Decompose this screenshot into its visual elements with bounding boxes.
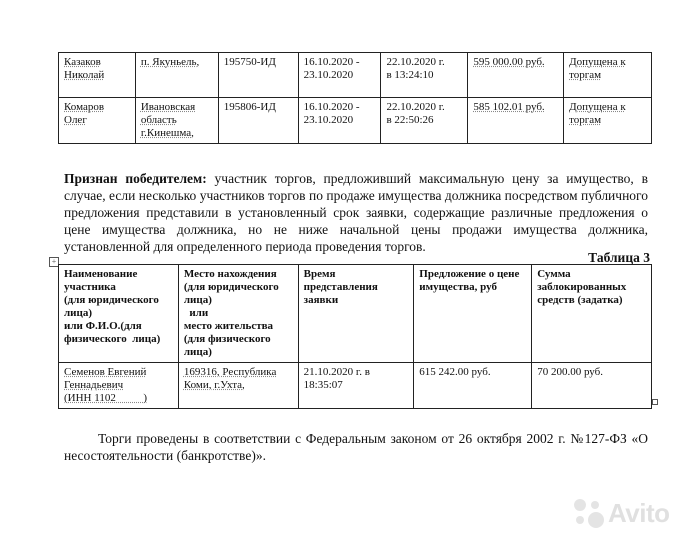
header-price-line: Предложение о цене bbox=[419, 268, 520, 280]
header-time-line: представления bbox=[303, 281, 378, 293]
status-cell bbox=[564, 53, 652, 98]
header-location-line: (для физического bbox=[183, 333, 271, 345]
participant-location-cell-line: область bbox=[140, 114, 177, 126]
winner-table bbox=[58, 264, 652, 409]
lot-number-cell-text: 195806-ИД bbox=[223, 101, 276, 113]
period-cell bbox=[298, 98, 381, 144]
status-cell-line: торгам bbox=[569, 114, 602, 126]
header-price bbox=[414, 265, 532, 363]
submitted-cell bbox=[381, 98, 468, 144]
avito-watermark-text: Avito bbox=[608, 498, 670, 528]
participant-location-cell bbox=[135, 98, 218, 144]
submitted-cell bbox=[381, 53, 468, 98]
submitted-cell-line: 22.10.2020 г. bbox=[386, 101, 445, 113]
winner-table-row bbox=[59, 363, 652, 409]
header-location-line: место жительства bbox=[183, 320, 274, 332]
header-location-line: лица) bbox=[183, 294, 212, 306]
participant-name-cell-line: Олег bbox=[64, 114, 87, 126]
header-location-line: лица) bbox=[183, 346, 212, 358]
winner-location-cell bbox=[178, 363, 298, 409]
header-participant-line: лица) bbox=[64, 307, 93, 319]
table-resize-handle[interactable] bbox=[652, 399, 658, 405]
period-cell-line: 23.10.2020 bbox=[303, 69, 354, 81]
footer-paragraph: Торги проведены в соответствии с Федеральным законом от 26 октября 2002 г. №127-ФЗ «О несостоятельности (банкротстве)». bbox=[64, 431, 648, 463]
winner-label: Признан победителем: bbox=[64, 171, 207, 186]
participant-name-cell bbox=[59, 53, 136, 98]
participant-location-cell-line: Ивановская bbox=[140, 101, 196, 113]
submitted-cell-line: 22.10.2020 г. bbox=[386, 56, 445, 68]
lot-number-cell bbox=[218, 53, 298, 98]
winner-price-cell bbox=[414, 363, 532, 409]
winner-name-cell-line: Семенов Евгений bbox=[64, 366, 147, 378]
participant-location-cell bbox=[135, 53, 218, 98]
status-cell-line: торгам bbox=[569, 69, 602, 81]
period-cell bbox=[298, 53, 381, 98]
submitted-cell-line: в 13:24:10 bbox=[386, 69, 434, 81]
winner-location-cell-line: Коми, г.Ухта, bbox=[183, 379, 245, 391]
participants-table bbox=[58, 52, 652, 144]
winner-submitted-cell bbox=[298, 363, 414, 409]
participant-name-cell bbox=[59, 98, 136, 144]
participant-row bbox=[59, 53, 652, 98]
price-cell-text: 585 102.01 руб. bbox=[473, 101, 545, 113]
winner-text: участник торгов, предложивший максимальную цену за имущество, в случае, если несколько участников торгов по продаже имущества должника посредством публичного предложения представили в установленный срок заявки, содержащие различные предложения о цене имущества должника, но не ниже начальной цены продажи имущества должника, установленной для определенного периода проведения торгов. bbox=[64, 171, 648, 254]
header-time-line: Время bbox=[303, 268, 336, 280]
participant-name-cell-line: Комаров bbox=[64, 101, 105, 113]
period-cell-line: 23.10.2020 bbox=[303, 114, 354, 126]
winner-deposit-cell-text: 70 200.00 руб. bbox=[537, 366, 604, 378]
status-cell-line: Допущена к bbox=[569, 56, 626, 68]
header-deposit-line: Сумма bbox=[537, 268, 571, 280]
participant-location-cell-line: г.Кинешма, bbox=[140, 127, 194, 139]
avito-watermark bbox=[568, 494, 668, 534]
header-participant-line: участника bbox=[64, 281, 116, 293]
submitted-cell-line: в 22:50:26 bbox=[386, 114, 434, 126]
avito-dots-icon bbox=[568, 494, 608, 534]
status-cell-line: Допущена к bbox=[569, 101, 626, 113]
participant-row bbox=[59, 98, 652, 144]
price-cell bbox=[468, 98, 564, 144]
winner-table-header bbox=[59, 265, 652, 363]
header-location-line: (для юридического bbox=[183, 281, 279, 293]
status-cell bbox=[564, 98, 652, 144]
participant-location-cell-line: п. Якуньель, bbox=[140, 56, 200, 68]
winner-paragraph bbox=[64, 170, 648, 255]
header-participant-line: Наименование bbox=[64, 268, 138, 280]
header-location bbox=[178, 265, 298, 363]
price-cell-text: 595 000.00 руб. bbox=[473, 56, 545, 68]
winner-name-cell bbox=[59, 363, 179, 409]
winner-price-cell-text: 615 242.00 руб. bbox=[419, 366, 491, 378]
winner-name-cell-line: Геннадьевич bbox=[64, 379, 124, 391]
table-caption: Таблица 3 bbox=[588, 250, 650, 265]
header-deposit-line: заблокированных bbox=[537, 281, 627, 293]
header-location-line: или bbox=[183, 307, 209, 319]
winner-submitted-cell-line: 21.10.2020 г. в bbox=[303, 366, 370, 378]
lot-number-cell bbox=[218, 98, 298, 144]
header-participant bbox=[59, 265, 179, 363]
table-move-handle-icon[interactable]: + bbox=[49, 257, 59, 267]
period-cell-line: 16.10.2020 - bbox=[303, 56, 360, 68]
winner-submitted-cell-line: 18:35:07 bbox=[303, 379, 343, 391]
header-time-line: заявки bbox=[303, 294, 339, 306]
header-price-line: имущества, руб bbox=[419, 281, 497, 293]
participant-name-cell-line: Казаков bbox=[64, 56, 101, 68]
winner-location-cell-line: 169316, Республика bbox=[183, 366, 277, 378]
price-cell bbox=[468, 53, 564, 98]
header-participant-line: или Ф.И.О.(для bbox=[64, 320, 142, 332]
winner-deposit-cell bbox=[532, 363, 652, 409]
header-participant-line: физического лица) bbox=[64, 333, 161, 345]
header-time bbox=[298, 265, 414, 363]
header-location-line: Место нахождения bbox=[183, 268, 277, 280]
period-cell-line: 16.10.2020 - bbox=[303, 101, 360, 113]
header-deposit bbox=[532, 265, 652, 363]
header-participant-line: (для юридического bbox=[64, 294, 159, 306]
lot-number-cell-text: 195750-ИД bbox=[223, 56, 276, 68]
header-deposit-line: средств (задатка) bbox=[537, 294, 623, 306]
winner-name-cell-line: (ИНН 1102 ) bbox=[64, 392, 147, 404]
participant-name-cell-line: Николай bbox=[64, 69, 105, 81]
